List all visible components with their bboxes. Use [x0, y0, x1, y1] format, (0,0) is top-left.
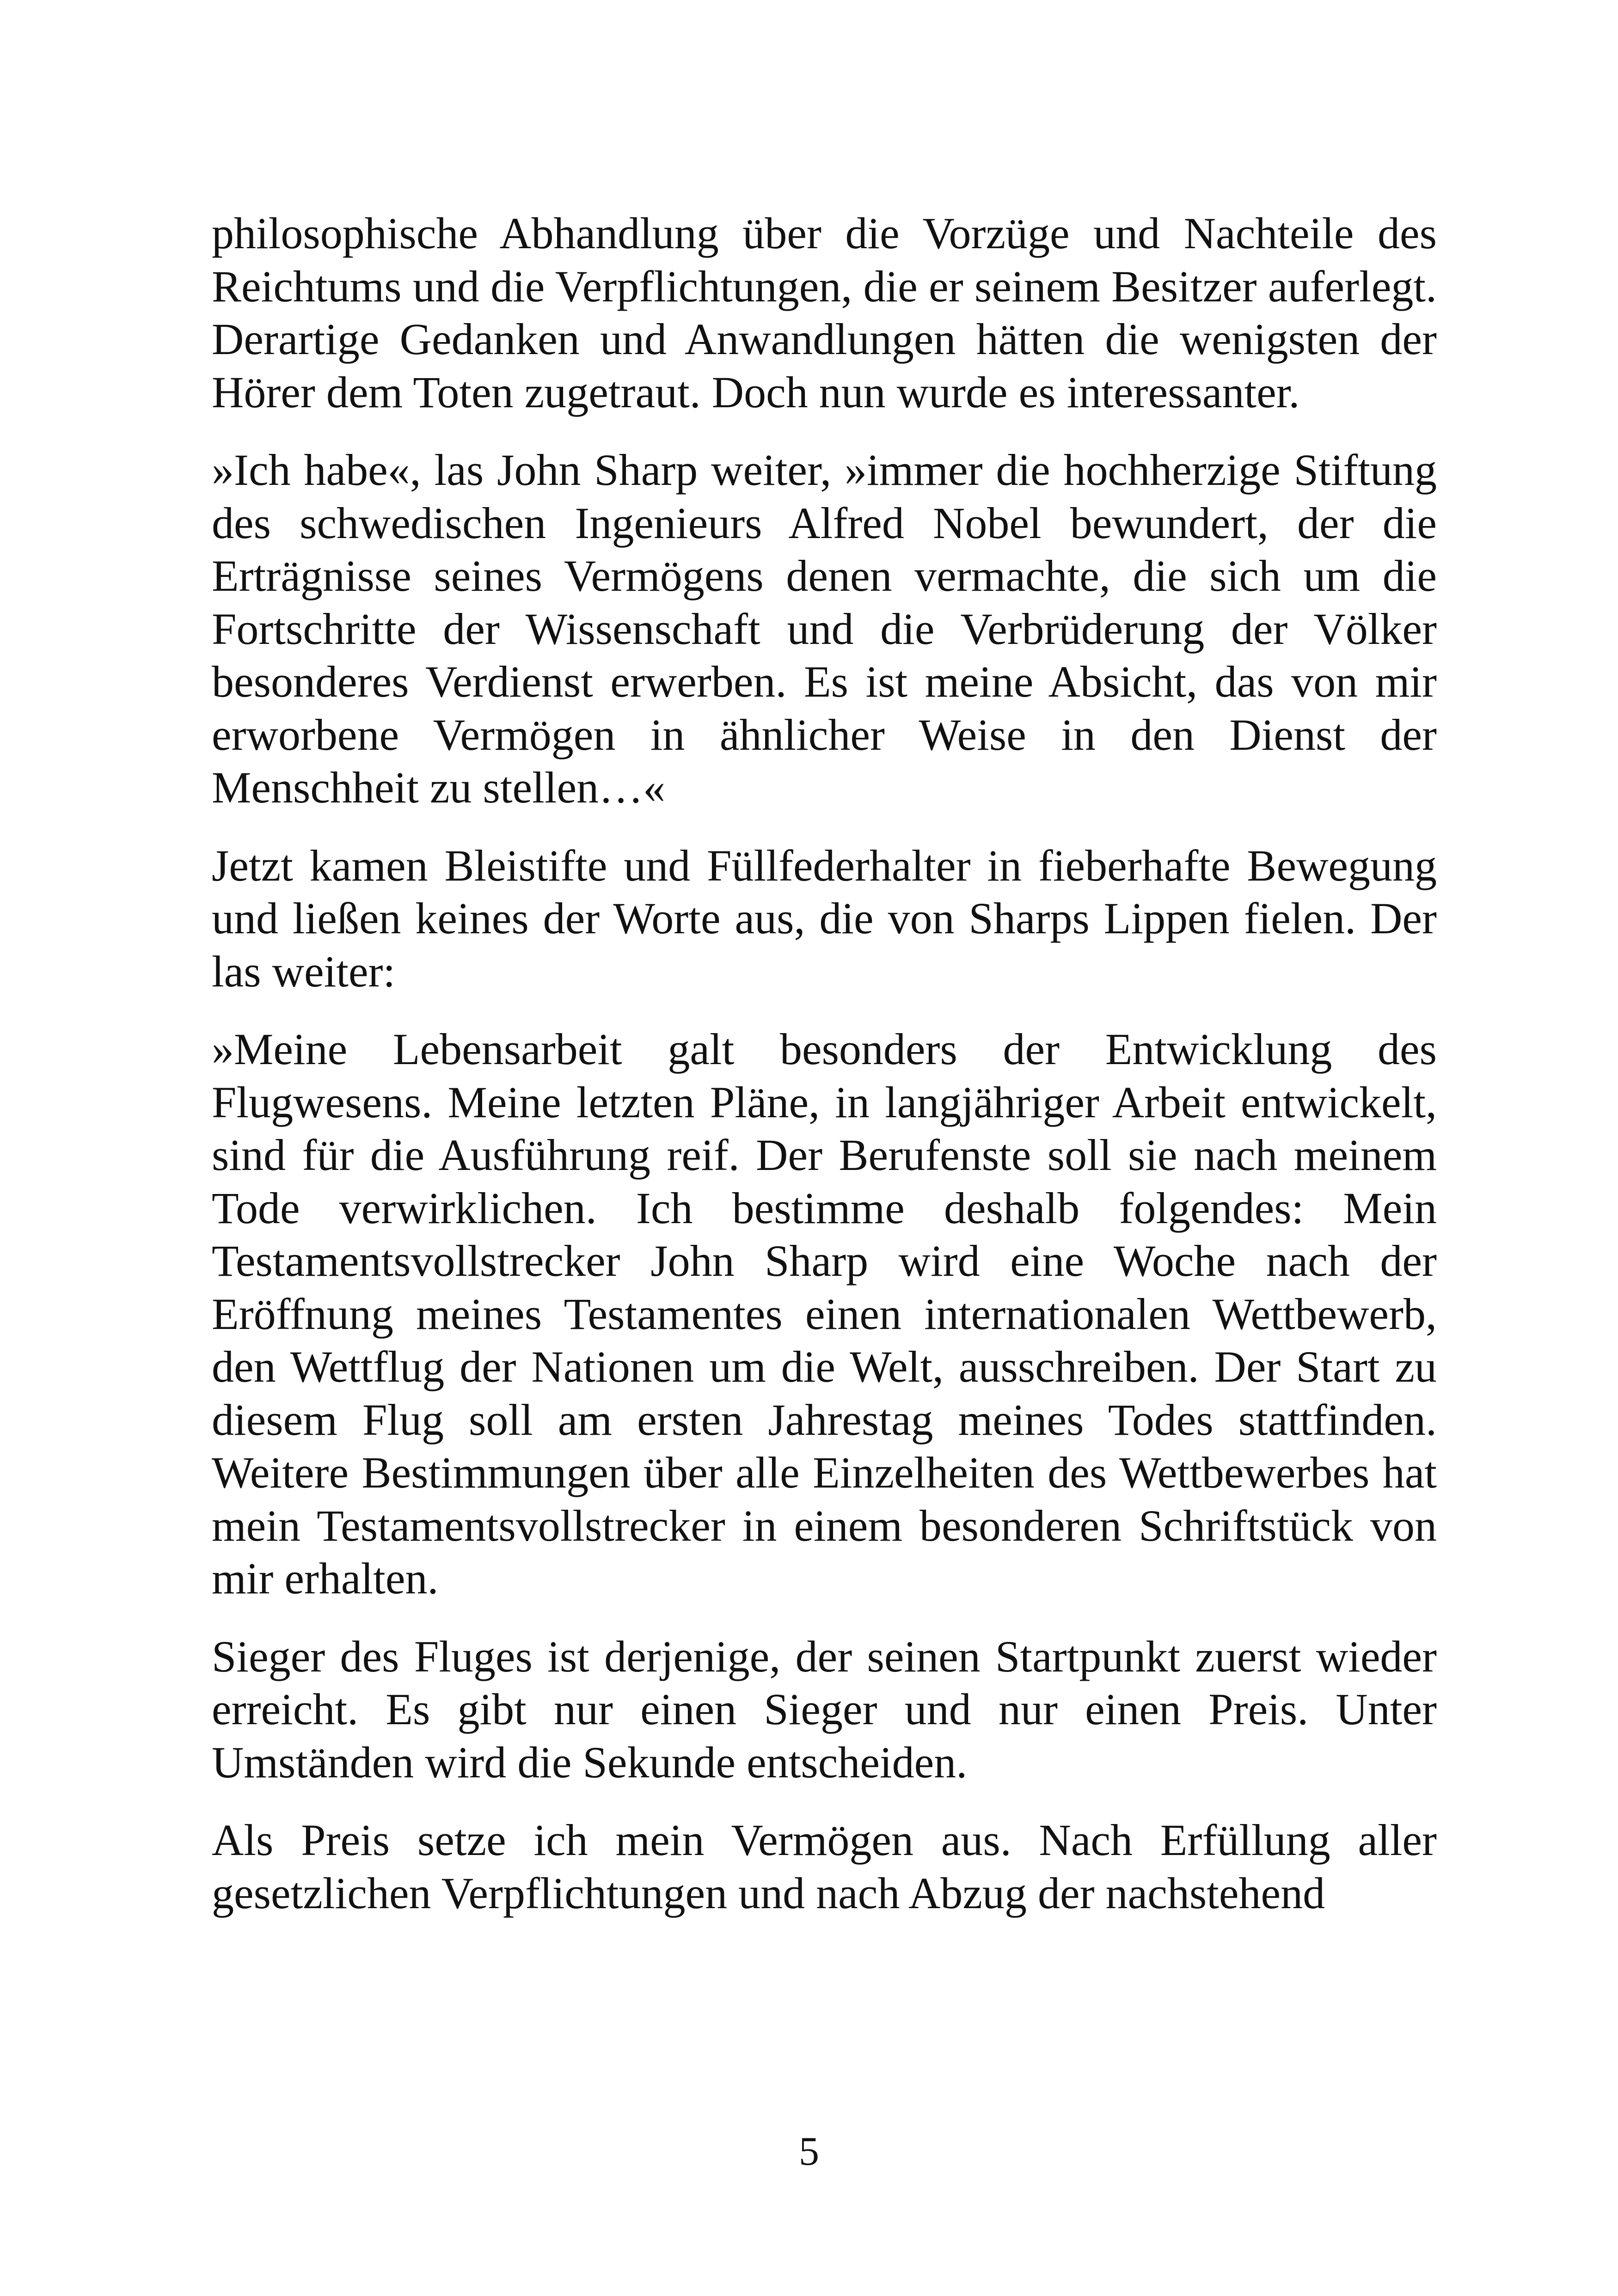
page-number: 5 [799, 2129, 819, 2174]
paragraph-1: philosophische Abhandlung über die Vorzüge und Nachteile des Reichtums und die Verpflichtungen, die er seinem Besitzer auferlegt. Derartige Gedanken und Anwandlungen hätten die wenigsten der Hörer dem Toten zugetraut. Doch nun wurde es interessanter. [212, 208, 1437, 417]
paragraph-5: Sieger des Fluges ist derjenige, der seinen Startpunkt zuerst wieder erreicht. Es gibt nur einen Sieger und nur einen Preis. Unter Umständen wird die Sekunde entscheiden. [212, 1631, 1437, 1787]
paragraph-6: Als Preis setze ich mein Vermögen aus. Nach Erfüllung aller gesetzlichen Verpflichtungen und nach Abzug der nachstehend [212, 1815, 1437, 1918]
body-text [212, 207, 1437, 1945]
paragraph-3: Jetzt kamen Bleistifte und Füllfederhalter in fieberhafte Bewegung und ließen keines der Worte aus, die von Sharps Lippen fielen. Der las weiter: [212, 840, 1437, 996]
paragraph-2: »Ich habe«, las John Sharp weiter, »immer die hochherzige Stiftung des schwedischen Ingenieurs Alfred Nobel bewundert, der die Erträgnisse seines Vermögens denen vermachte, die sich um die Fortschritte der Wissenschaft und die Verbrüderung der Völker besonderes Verdienst erwerben. Es ist meine Absicht, das von mir erworbene Vermögen in ähnlicher Weise in den Dienst der Menschheit zu stellen…« [212, 445, 1437, 812]
paragraph-4: »Meine Lebensarbeit galt besonders der Entwicklung des Flugwesens. Meine letzten Pläne, in langjähriger Arbeit entwickelt, sind für die Ausführung reif. Der Berufenste soll sie nach meinem Tode verwirklichen. Ich bestimme deshalb folgendes: Mein Testamentsvollstrecker John Sharp wird eine Woche nach der Eröffnung meines Testamentes einen internationalen Wettbewerb, den Wettflug der Nationen um die Welt, ausschreiben. Der Start zu diesem Flug soll am ersten Jahrestag meines Todes stattfinden. Weitere Bestimmungen über alle Einzelheiten des Wettbewerbes hat mein Testamentsvollstrecker in einem besonderen Schriftstück von mir erhalten. [212, 1024, 1437, 1603]
